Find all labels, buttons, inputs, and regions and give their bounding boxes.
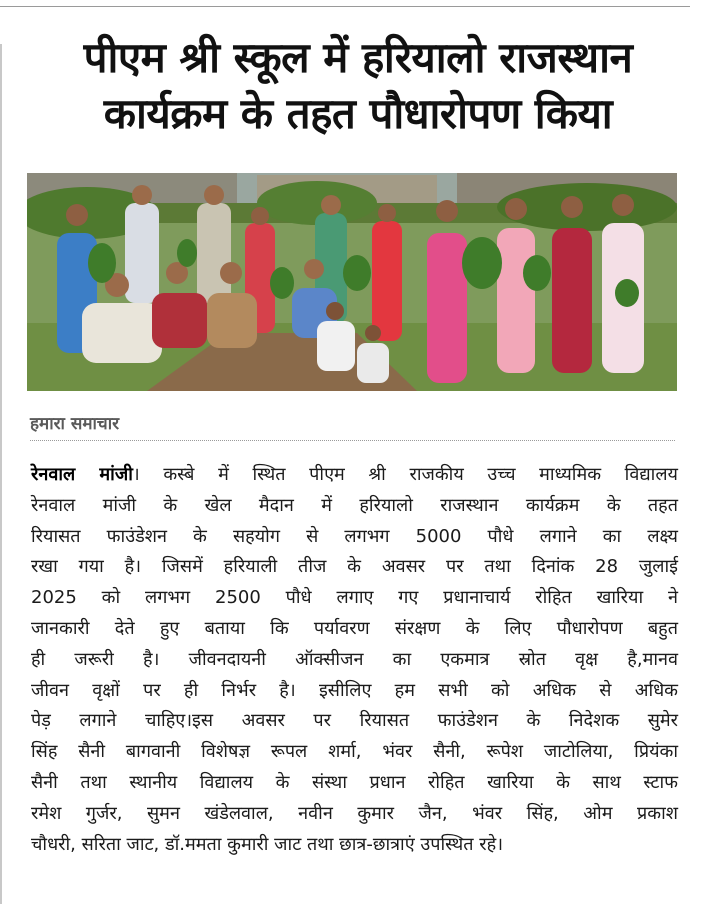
body-line-text: । कस्बे में स्थित पीएम श्री राजकीय उच्च माध्यमिक विद्यालय — [132, 464, 678, 485]
top-rule — [0, 6, 690, 7]
body-line: जानकारी देते हुए बताया कि पर्यावरण संरक्षण के लिए पौधारोपण बहुत — [31, 617, 678, 639]
body-line: रेनवाल मांजी के खेल मैदान में हरियालो राजस्थान कार्यक्रम के तहत — [31, 494, 678, 516]
article-headline — [18, 30, 698, 142]
headline-line-1: पीएम श्री स्कूल में हरियालो राजस्थान — [83, 33, 633, 82]
column-rule — [0, 44, 2, 904]
body-line: ही जरूरी है। जीवनदायनी ऑक्सीजन का एकमात्र स्रोत वृक्ष है,मानव — [31, 648, 678, 670]
body-line: सिंह सैनी बागवानी विशेषज्ञ रूपल शर्मा, भंवर सैनी, रूपेश जाटोलिया, प्रियंका — [31, 741, 678, 763]
body-line — [31, 460, 678, 491]
dateline: रेनवाल मांजी — [31, 464, 133, 485]
body-line: 2025 को लगभग 2500 पौधे लगाए गए प्रधानाचार्य रोहित खारिया ने — [31, 587, 678, 609]
body-line: सैनी तथा स्थानीय विद्यालय के संस्था प्रधान रोहित खारिया के साथ स्टाफ — [31, 771, 678, 793]
headline-line-2: कार्यक्रम के तहत पौधारोपण किया — [103, 89, 613, 138]
article-body — [31, 460, 678, 860]
byline-divider — [30, 440, 675, 441]
body-line: रखा गया है। जिसमें हरियाली तीज के अवसर पर तथा दिनांक 28 जुलाई — [31, 556, 678, 578]
byline: हमारा समाचार — [30, 414, 120, 434]
body-line: पेड़ लगाने चाहिए।इस अवसर पर रियासत फाउंडेशन के निदेशक सुमेर — [31, 710, 678, 732]
body-line: चौधरी, सरिता जाट, डॉ.ममता कुमारी जाट तथा छात्र-छात्राएं उपस्थित रहे। — [31, 833, 504, 855]
news-photo — [27, 173, 677, 391]
body-line: रमेश गुर्जर, सुमन खंडेलवाल, नवीन कुमार जैन, भंवर सिंह, ओम प्रकाश — [31, 802, 678, 824]
body-line: रियासत फाउंडेशन के सहयोग से लगभग 5000 पौधे लगाने का लक्ष्य — [31, 525, 678, 547]
body-line: जीवन वृक्षों पर ही निर्भर है। इसीलिए हम सभी को अधिक से अधिक — [31, 679, 678, 701]
